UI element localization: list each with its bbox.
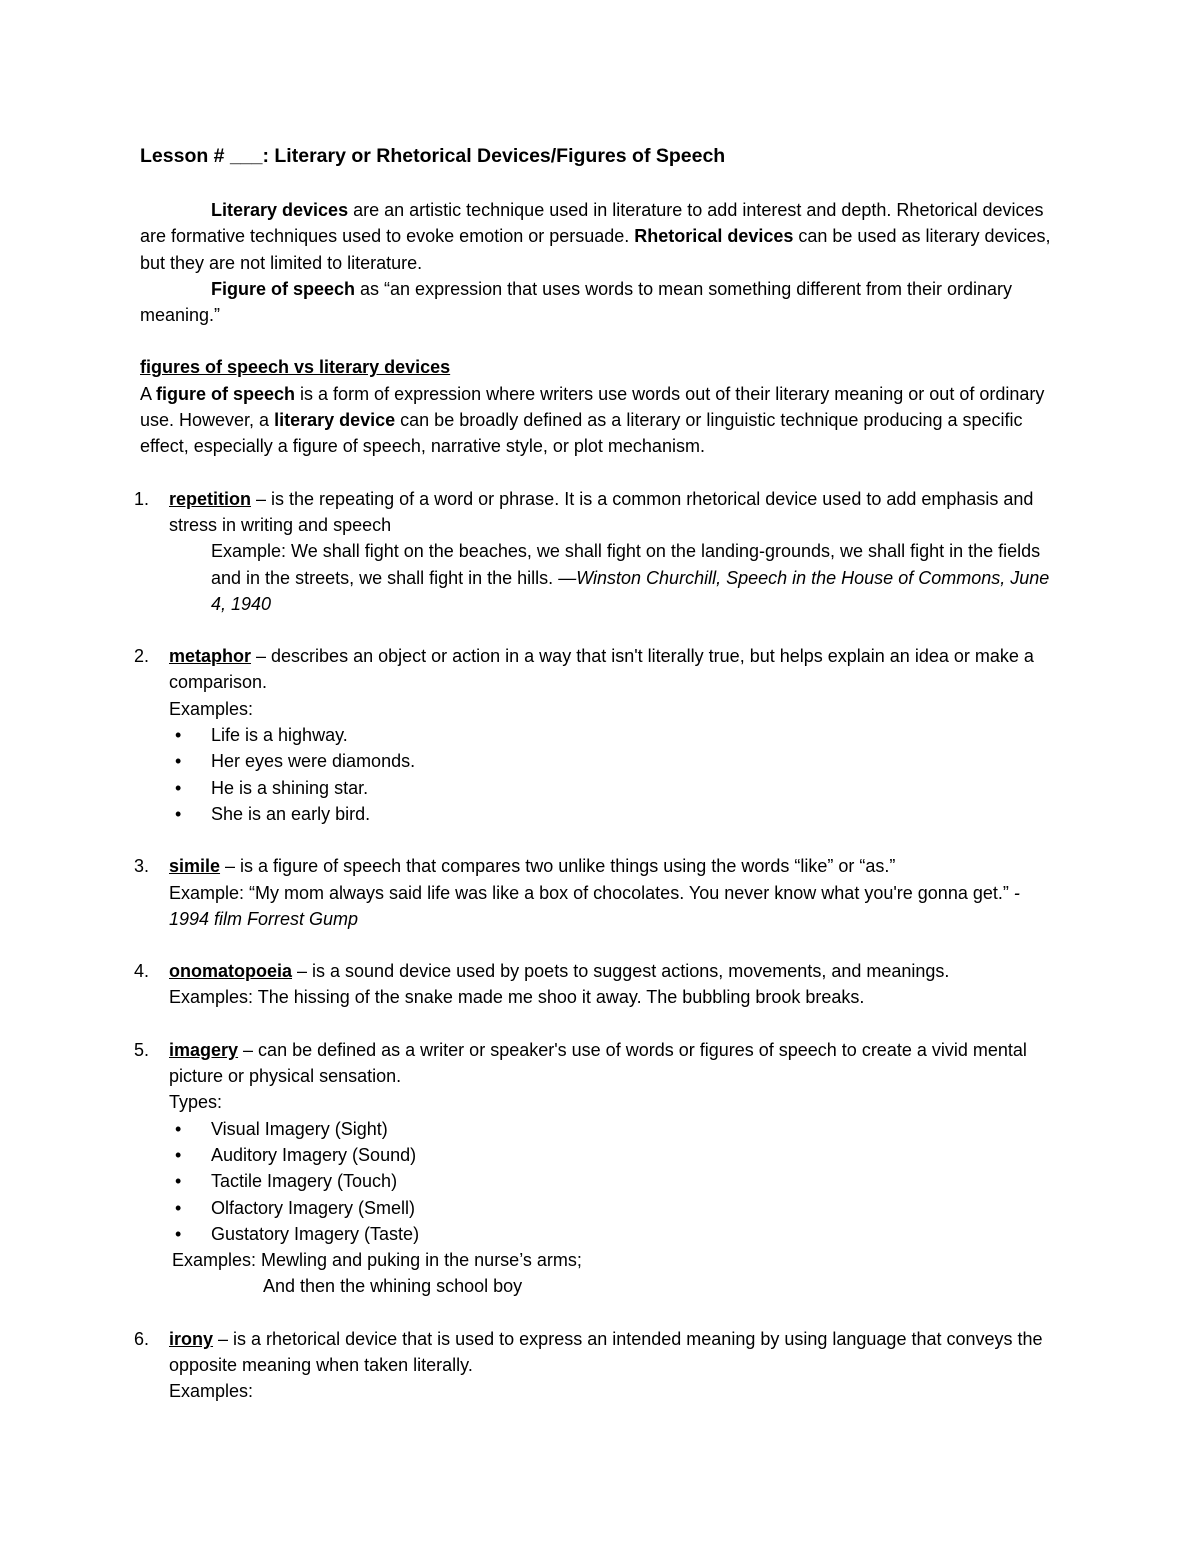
term-metaphor: metaphor (169, 646, 252, 667)
example-imagery-line-1: Examples: Mewling and puking in the nurse’s arms; (172, 1250, 582, 1271)
list-item: • Her eyes were diamonds. (169, 748, 1060, 774)
intro-paragraph-2: Figure of speech as “an expression that uses words to mean something different from their ordinary meaning.” (140, 278, 1013, 326)
item-number: 6. (134, 1328, 150, 1349)
item-number: 5. (134, 1039, 150, 1060)
comparison-heading: figures of speech vs literary devices (140, 357, 451, 378)
example-repetition: Example: We shall fight on the beaches, we shall fight on the landing-grounds, we shall fight in the fields and in the streets, we shall fight in the hills. —Winston Churchill, Speech in the House of Commons, June 4, 1940 (211, 541, 1050, 614)
example-imagery-line-2: And then the whining school boy (263, 1276, 523, 1297)
list-item-simile: 3. simile – is a figure of speech that compares two unlike things using the words “like” or “as.” Example: “My mom always said life was like a box of chocolates. You never know what you're gonna get.” - 1994 film Forrest Gump (140, 853, 1060, 932)
item-number: 1. (134, 488, 150, 509)
list-item: • Visual Imagery (Sight) (169, 1116, 1060, 1142)
term-irony: irony (169, 1328, 214, 1349)
list-item-onomatopoeia: 4. onomatopoeia – is a sound device used by poets to suggest actions, movements, and meanings. Examples: The hissing of the snake made me shoo it away. The bubbling brook breaks. (140, 958, 1060, 1011)
types-label: Types: (169, 1092, 223, 1113)
item-number: 4. (134, 961, 150, 982)
term-repetition: repetition (169, 488, 252, 509)
examples-label: Examples: (169, 1381, 254, 1402)
term-rhetorical-devices: Rhetorical devices (634, 226, 794, 247)
list-item-repetition: 1. repetition – is the repeating of a word or phrase. It is a common rhetorical device used to add emphasis and stress in writing and speech Example: We shall fight on the beaches, we shall fight on the landing-grounds, we shall fight in the fields and in the streets, we shall fight in the hills. —Winston Churchill, Speech in the House of Commons, June 4, 1940 (140, 486, 1060, 617)
term-figure-of-speech: Figure of speech (211, 278, 356, 299)
list-item-imagery: 5. imagery – can be defined as a writer or speaker's use of words or figures of speech to create a vivid mental picture or physical sensation. Types: • Visual Imagery (Sight) • Auditory Imagery (Sound) • Tactile Imagery (Touch) • Olfactory Imagery (Smell) • Gustatory Imagery (Taste) Examples: Mewling and puking in the nurse’s arms; And then the whining school boy (140, 1037, 1060, 1300)
page-title: Lesson # ___: Literary or Rhetorical Devices/Figures of Speech (140, 145, 726, 167)
examples-label: Examples: (169, 698, 254, 719)
list-item: • Gustatory Imagery (Taste) (169, 1221, 1060, 1247)
item-number: 2. (134, 646, 150, 667)
example-simile: Example: “My mom always said life was like a box of chocolates. You never know what you're gonna get.” - 1994 film Forrest Gump (169, 882, 1020, 929)
bullet-icon: • (175, 803, 182, 824)
item-number: 3. (134, 856, 150, 877)
bullet-icon: • (175, 1171, 182, 1192)
bullet-icon: • (175, 777, 182, 798)
bullet-icon: • (175, 1223, 182, 1244)
bullet-icon: • (175, 1118, 182, 1139)
term-literary-devices: Literary devices (211, 200, 349, 220)
list-item-metaphor: 2. metaphor – describes an object or action in a way that isn't literally true, but helps explain an idea or make a comparison. Examples: • Life is a highway. • Her eyes were diamonds. • He is a shining star. • She is an early bird. (140, 643, 1060, 827)
comparison-paragraph: A figure of speech is a form of expression where writers use words out of their literary meaning or out of ordinary use. However, a literary device can be broadly defined as a literary or linguistic technique producing a specific effect, especially a figure of speech, narrative style, or plot mechanism. (140, 383, 1045, 457)
term-onomatopoeia: onomatopoeia (169, 961, 293, 982)
list-item: • Life is a highway. (169, 722, 1060, 748)
term-imagery: imagery (169, 1039, 239, 1060)
list-item: • Tactile Imagery (Touch) (169, 1168, 1060, 1194)
list-item-irony: 6. irony – is a rhetorical device that is used to express an intended meaning by using language that conveys the opposite meaning when taken literally. Examples: (140, 1326, 1060, 1405)
metaphor-examples-list (169, 722, 1060, 827)
list-item: • He is a shining star. (169, 775, 1060, 801)
intro-paragraph-1: Literary devices are an artistic technique used in literature to add interest and depth. Rhetorical devices are formative techniques used to evoke emotion or persuade. Rhetorical devices can be used as literary devices, but they are not limited to literature. (140, 200, 1051, 273)
list-item: • Auditory Imagery (Sound) (169, 1142, 1060, 1168)
bullet-icon: • (175, 751, 182, 772)
list-item: • She is an early bird. (169, 801, 1060, 827)
bullet-icon: • (175, 725, 182, 746)
term-simile: simile (169, 856, 221, 877)
imagery-types-list (169, 1116, 1060, 1247)
example-onomatopoeia: Examples: The hissing of the snake made me shoo it away. The bubbling brook breaks. (169, 987, 865, 1008)
list-item: • Olfactory Imagery (Smell) (169, 1195, 1060, 1221)
bullet-icon: • (175, 1144, 182, 1165)
bullet-icon: • (175, 1197, 182, 1218)
